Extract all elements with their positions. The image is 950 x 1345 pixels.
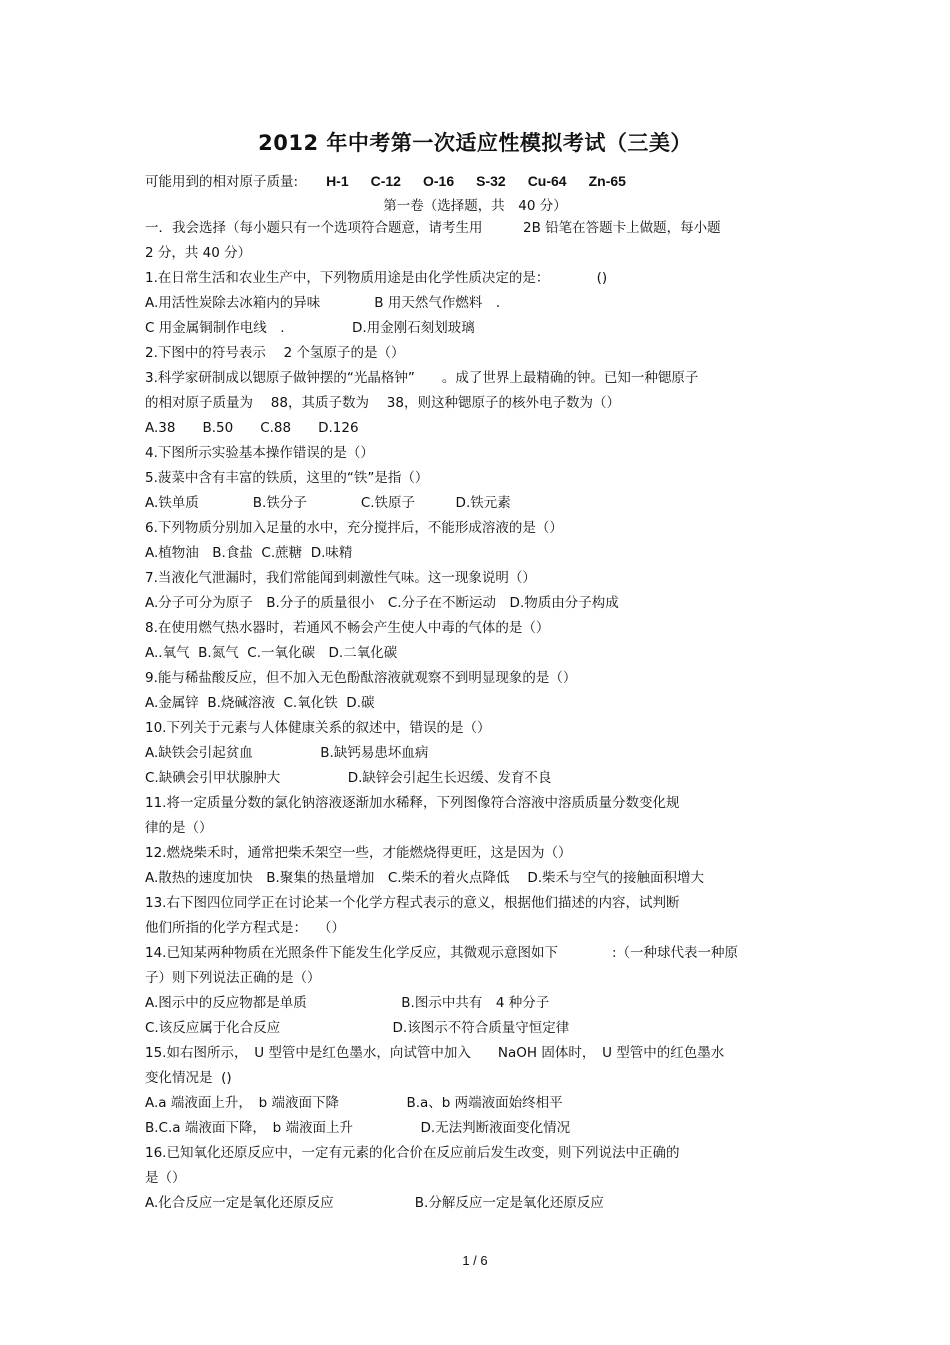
text-line: 2.下图中的符号表示 2 个氢原子的是（）	[145, 345, 405, 361]
text-line: 7.当液化气泄漏时，我们常能闻到刺激性气味。这一现象说明（）	[145, 570, 536, 586]
atomic-mass-label: 可能用到的相对原子质量:	[145, 174, 299, 190]
text-line: B.C.a 端液面下降， b 端液面上升 D.无法判断液面变化情况	[145, 1120, 571, 1136]
text-line: 8.在使用燃气热水器时，若通风不畅会产生使人中毒的气体的是（）	[145, 620, 550, 636]
text-line: 9.能与稀盐酸反应，但不加入无色酚酞溶液就观察不到明显现象的是（）	[145, 670, 577, 686]
element-mass: Zn-65	[588, 173, 626, 189]
text-line: A.a 端液面上升， b 端液面下降 B.a、b 两端液面始终相平	[145, 1095, 563, 1111]
text-line: 1.在日常生活和农业生产中，下列物质用途是由化学性质决定的是： ()	[145, 270, 608, 286]
text-line: C.该反应属于化合反应 D.该图示不符合质量守恒定律	[145, 1020, 570, 1036]
text-line: A.植物油 B.食盐 C.蔗糖 D.味精	[145, 545, 353, 561]
part-heading: 第一卷（选择题，共 40 分）	[383, 198, 567, 214]
text-line: 的相对原子质量为 88，其质子数为 38，则这种锶原子的核外电子数为（）	[145, 395, 620, 411]
atomic-mass-line	[145, 170, 648, 190]
text-line: 16.已知氧化还原反应中，一定有元素的化合价在反应前后发生改变，则下列说法中正确的	[145, 1145, 680, 1161]
text-line: 15.如右图所示， U 型管中是红色墨水，向试管中加入 NaOH 固体时， U 型管中的红色墨水	[145, 1045, 725, 1061]
exam-title: 2012 年中考第一次适应性模拟考试（三美）	[258, 131, 692, 155]
text-line: 4.下图所示实验基本操作错误的是（）	[145, 445, 374, 461]
text-line: A.图示中的反应物都是单质 B.图示中共有 4 种分子	[145, 995, 550, 1011]
text-line: C.缺碘会引甲状腺肿大 D.缺锌会引起生长迟缓、发育不良	[145, 770, 552, 786]
text-line: 2 分，共 40 分）	[145, 245, 252, 261]
question-body	[145, 216, 795, 1216]
text-line: A.铁单质 B.铁分子 C.铁原子 D.铁元素	[145, 495, 511, 511]
text-line: 11.将一定质量分数的氯化钠溶液逐渐加水稀释，下列图像符合溶液中溶质质量分数变化规	[145, 795, 680, 811]
text-line: 10.下列关于元素与人体健康关系的叙述中，错误的是（）	[145, 720, 491, 736]
text-line: 3.科学家研制成以锶原子做钟摆的“光晶格钟” 。成了世界上最精确的钟。已知一种锶原子	[145, 370, 699, 386]
text-line: A..氧气 B.氮气 C.一氧化碳 D.二氧化碳	[145, 645, 398, 661]
text-line: 一．我会选择（每小题只有一个选项符合题意，请考生用 2B 铅笔在答题卡上做题，每小题	[145, 220, 721, 236]
text-line: 14.已知某两种物质在光照条件下能发生化学反应，其微观示意图如下 :（一种球代表一种原	[145, 945, 739, 961]
text-line: A.38 B.50 C.88 D.126	[145, 420, 359, 436]
text-line: A.分子可分为原子 B.分子的质量很小 C.分子在不断运动 D.物质由分子构成	[145, 595, 619, 611]
element-mass: C-12	[370, 173, 401, 189]
text-line: A.用活性炭除去冰箱内的异味 B 用天然气作燃料 .	[145, 295, 501, 311]
text-line: 12.燃烧柴禾时，通常把柴禾架空一些，才能燃烧得更旺，这是因为（）	[145, 845, 572, 861]
text-line: 是（）	[145, 1170, 186, 1186]
text-line: 子）则下列说法正确的是（）	[145, 970, 321, 986]
element-mass: H-1	[326, 173, 349, 189]
text-line: 他们所指的化学方程式是： （）	[145, 920, 346, 936]
page-number: 1 / 6	[462, 1253, 488, 1268]
element-mass: Cu-64	[527, 173, 567, 189]
text-line: 5.菠菜中含有丰富的铁质，这里的“铁”是指（）	[145, 470, 429, 486]
text-line: 变化情况是 ()	[145, 1070, 232, 1086]
text-line: A.化合反应一定是氧化还原反应 B.分解反应一定是氧化还原反应	[145, 1195, 604, 1211]
text-line: A.缺铁会引起贫血 B.缺钙易患坏血病	[145, 745, 429, 761]
element-mass: O-16	[422, 173, 455, 189]
text-line: 律的是（）	[145, 820, 213, 836]
text-line: C 用金属铜制作电线 . D.用金刚石刻划玻璃	[145, 320, 475, 336]
text-line: 6.下列物质分别加入足量的水中，充分搅拌后，不能形成溶液的是（）	[145, 520, 563, 536]
text-line: A.金属锌 B.烧碱溶液 C.氧化铁 D.碳	[145, 695, 375, 711]
text-line: 13.右下图四位同学正在讨论某一个化学方程式表示的意义，根据他们描述的内容，试判断	[145, 895, 680, 911]
element-mass: S-32	[476, 173, 506, 189]
text-line: A.散热的速度加快 B.聚集的热量增加 C.柴禾的着火点降低 D.柴禾与空气的接触面积增大	[145, 870, 705, 886]
